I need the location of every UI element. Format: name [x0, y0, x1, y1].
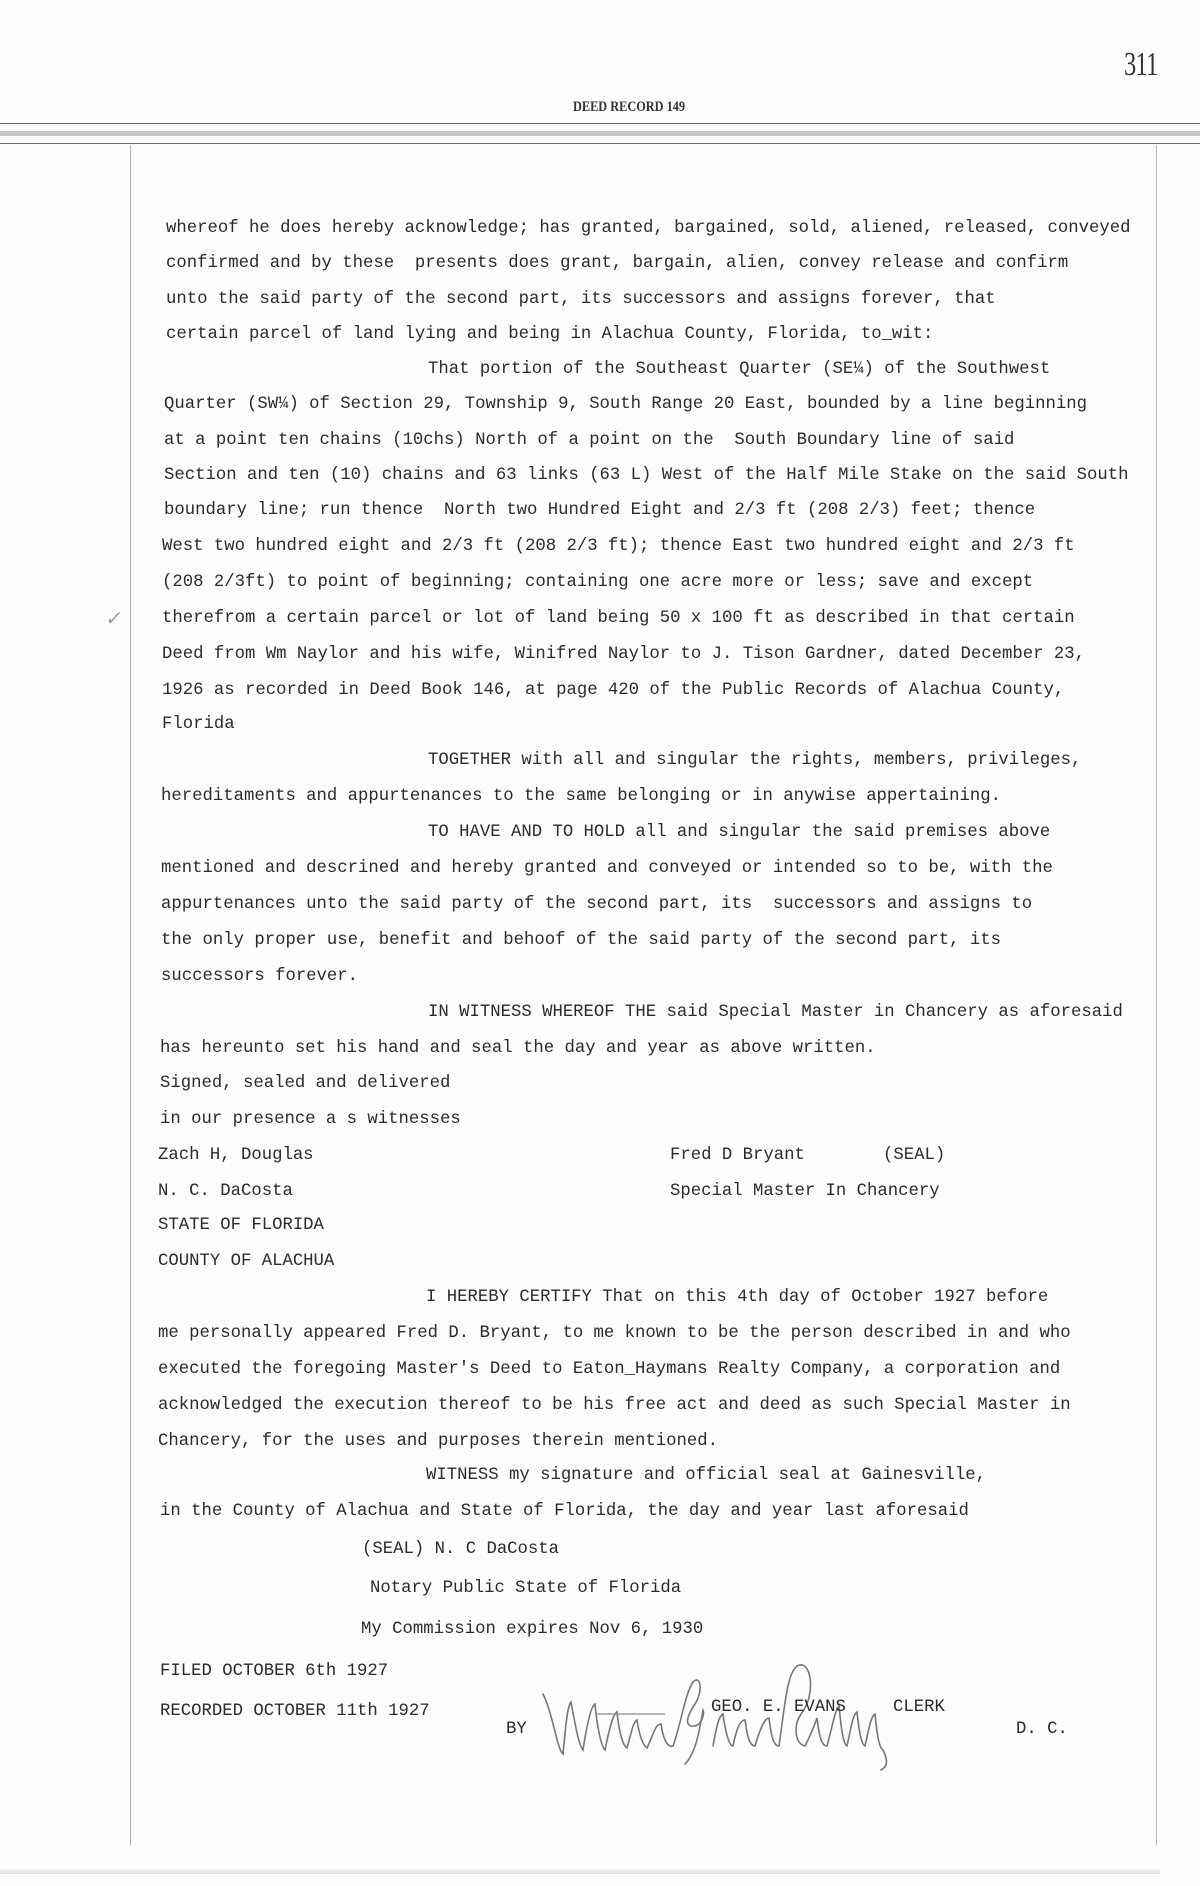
deed-text-line: certain parcel of land lying and being in Alachua County, Florida, to_wit:	[166, 325, 934, 344]
filed-date: FILED OCTOBER 6th 1927	[160, 1662, 389, 1681]
check-mark-icon: ✓	[103, 606, 125, 630]
deed-text-line: at a point ten chains (10chs) North of a point on the South Boundary line of said	[164, 431, 1015, 450]
acknowledgment-text-line: me personally appeared Fred D. Bryant, to me known to be the person described in and who	[158, 1324, 1071, 1343]
deed-text-line: Section and ten (10) chains and 63 links (63 L) West of the Half Mile Stake on the said South	[164, 466, 1129, 485]
deed-text-line: hereditaments and appurtenances to the same belonging or in anywise appertaining.	[161, 787, 1002, 806]
by-label: BY	[506, 1720, 527, 1739]
acknowledgment-text-line: (SEAL) N. C DaCosta	[362, 1540, 560, 1559]
header-rule-band	[0, 131, 1200, 136]
deed-text-line: 1926 as recorded in Deed Book 146, at page 420 of the Public Records of Alachua County,	[162, 681, 1065, 700]
header-rule-bottom	[0, 143, 1200, 144]
clerk-title: CLERK	[893, 1698, 945, 1717]
deed-text-line: successors forever.	[161, 967, 359, 986]
page-bottom-edge	[0, 1868, 1160, 1874]
deed-text-line: TO HAVE AND TO HOLD all and singular the said premises above	[428, 823, 1051, 842]
acknowledgment-text-line: executed the foregoing Master's Deed to Eaton_Haymans Realty Company, a corporation and	[158, 1360, 1061, 1379]
deed-text-line: IN WITNESS WHEREOF THE said Special Master in Chancery as aforesaid	[428, 1003, 1123, 1022]
acknowledgment-text-line: acknowledged the execution thereof to be his free act and deed as such Special Master in	[158, 1396, 1071, 1415]
acknowledgment-text-line: I HEREBY CERTIFY That on this 4th day of October 1927 before	[426, 1288, 1049, 1307]
deed-text-line: in our presence a s witnesses	[160, 1110, 461, 1129]
left-margin-line	[130, 145, 131, 1845]
recorded-date: RECORDED OCTOBER 11th 1927	[160, 1702, 430, 1721]
deed-text-line: That portion of the Southeast Quarter (SE¼) of the Southwest	[428, 360, 1051, 379]
deed-text-line: Deed from Wm Naylor and his wife, Winifred Naylor to J. Tison Gardner, dated December 23,	[162, 645, 1085, 664]
grantor-seal: (SEAL)	[883, 1146, 946, 1165]
deed-text-line: Florida	[162, 715, 235, 734]
deed-text-line: unto the said party of the second part, its successors and assigns forever, that	[166, 290, 996, 309]
deed-text-line: whereof he does hereby acknowledge; has granted, bargained, sold, aliened, released, conveyed	[166, 219, 1131, 238]
acknowledgment-text-line: My Commission expires Nov 6, 1930	[361, 1620, 704, 1639]
deputy-clerk-label: D. C.	[1016, 1720, 1068, 1739]
deed-text-line: Quarter (SW¼) of Section 29, Township 9, South Range 20 East, bounded by a line beginning	[164, 395, 1087, 414]
right-margin-line	[1156, 145, 1157, 1845]
deed-text-line: mentioned and descrined and hereby granted and conveyed or intended so to be, with the	[161, 859, 1053, 878]
witness-1: Zach H, Douglas	[158, 1146, 314, 1165]
header-rule-top	[0, 123, 1200, 124]
deed-text-line: TOGETHER with all and singular the rights, members, privileges,	[428, 751, 1082, 770]
acknowledgment-text-line: WITNESS my signature and official seal at Gainesville,	[426, 1466, 987, 1485]
acknowledgment-text-line: STATE OF FLORIDA	[158, 1216, 324, 1235]
acknowledgment-text-line: Chancery, for the uses and purposes therein mentioned.	[158, 1432, 719, 1451]
deed-text-line: appurtenances unto the said party of the second part, its successors and assigns to	[161, 895, 1033, 914]
deed-text-line: the only proper use, benefit and behoof of the said party of the second part, its	[161, 931, 1002, 950]
running-head: DEED RECORD 149	[573, 99, 686, 115]
acknowledgment-text-line: COUNTY OF ALACHUA	[158, 1252, 335, 1271]
grantor-name: Fred D Bryant	[670, 1146, 805, 1165]
page-number: 311	[1124, 46, 1158, 83]
acknowledgment-text-line: Notary Public State of Florida	[370, 1579, 682, 1598]
deed-text-line: therefrom a certain parcel or lot of land being 50 x 100 ft as described in that certain	[162, 609, 1075, 628]
deed-text-line: boundary line; run thence North two Hundred Eight and 2/3 ft (208 2/3) feet; thence	[164, 501, 1036, 520]
deed-text-line: West two hundred eight and 2/3 ft (208 2/3 ft); thence East two hundred eight and 2/3 ft	[162, 537, 1075, 556]
witness-2: N. C. DaCosta	[158, 1182, 293, 1201]
deed-text-line: confirmed and by these presents does grant, bargain, alien, convey release and confirm	[166, 254, 1069, 273]
acknowledgment-text-line: in the County of Alachua and State of Florida, the day and year last aforesaid	[160, 1502, 969, 1521]
grantor-title: Special Master In Chancery	[670, 1182, 940, 1201]
deed-text-line: has hereunto set his hand and seal the day and year as above written.	[160, 1039, 876, 1058]
deed-text-line: (208 2/3ft) to point of beginning; containing one acre more or less; save and except	[162, 573, 1034, 592]
clerk-name: GEO. E. EVANS	[711, 1698, 846, 1717]
deed-text-line: Signed, sealed and delivered	[160, 1074, 451, 1093]
